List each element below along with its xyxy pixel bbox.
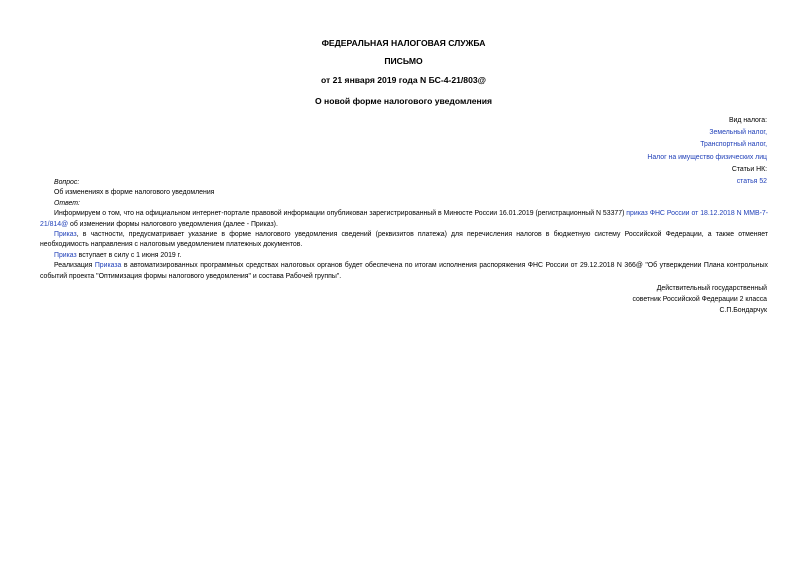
signature-block <box>467 284 767 316</box>
document-type: ПИСЬМО <box>384 56 423 66</box>
order-link-2[interactable]: Приказ <box>54 231 77 239</box>
signer-title-2: советник Российской Федерации 2 класса <box>632 295 767 303</box>
document-date-number: от 21 января 2019 года N БС-4-21/803@ <box>320 75 487 85</box>
order-link-3[interactable]: Приказ <box>54 251 77 259</box>
tax-link-transport[interactable]: Транспортный налог, <box>700 141 767 149</box>
question-label: Вопрос: <box>54 179 80 186</box>
signer-name: С.П.Бондарчук <box>719 306 767 314</box>
answer-paragraph-2: Приказ, в частности, предусматривает указание в форме налогового уведомления сведений (реквизитов платежа) для перечисления налогов в бюджетную систему Российской Федерации, а также отменяет необходимость направления с налоговым уведомлением платежных документов. <box>40 231 768 249</box>
nk-article-link[interactable]: статья 52 <box>736 178 767 186</box>
answer-label: Ответ: <box>54 199 80 207</box>
agency-title: ФЕДЕРАЛЬНАЯ НАЛОГОВАЯ СЛУЖБА <box>321 38 486 48</box>
order-link-4[interactable]: Приказа <box>94 262 122 270</box>
answer-paragraph-1: Информируем о том, что на официальном интернет-портале правовой информации опубликован зарегистрированный в Минюсте России 16.01.2019 (регистрационный N 53377) приказ ФНС России от 18.12.2018 N ММВ-7-21/814@ об изменении формы налогового уведомления (далее - Приказ). <box>40 210 768 228</box>
question-text: Об изменениях в форме налогового уведомления <box>54 189 215 197</box>
order-link[interactable]: приказ ФНС России от 18.12.2018 N ММВ-7-21/814@ <box>40 210 768 228</box>
answer-paragraph-3: Приказ вступает в силу с 1 июня 2019 г. <box>54 251 182 259</box>
tax-type-label: Вид налога: <box>728 117 767 124</box>
answer-paragraph-4: Реализация Приказа в автоматизированных программных средствах налоговых органов будет обеспечена по итогам исполнения распоряжения ФНС России от 29.12.2018 N 366@ "Об утверждении Плана контрольных событий проекта "Оптимизация формы налогового уведомления" и состава Рабочей группы". <box>40 262 768 280</box>
tax-link-property[interactable]: Налог на имущество физических лиц <box>647 153 767 161</box>
nk-articles-label: Статьи НК: <box>731 165 767 173</box>
tax-link-land[interactable]: Земельный налог, <box>709 129 767 137</box>
signer-title-1: Действительный государственный <box>656 285 767 292</box>
letter-body <box>40 178 768 282</box>
document-subject: О новой форме налогового уведомления <box>314 96 492 106</box>
